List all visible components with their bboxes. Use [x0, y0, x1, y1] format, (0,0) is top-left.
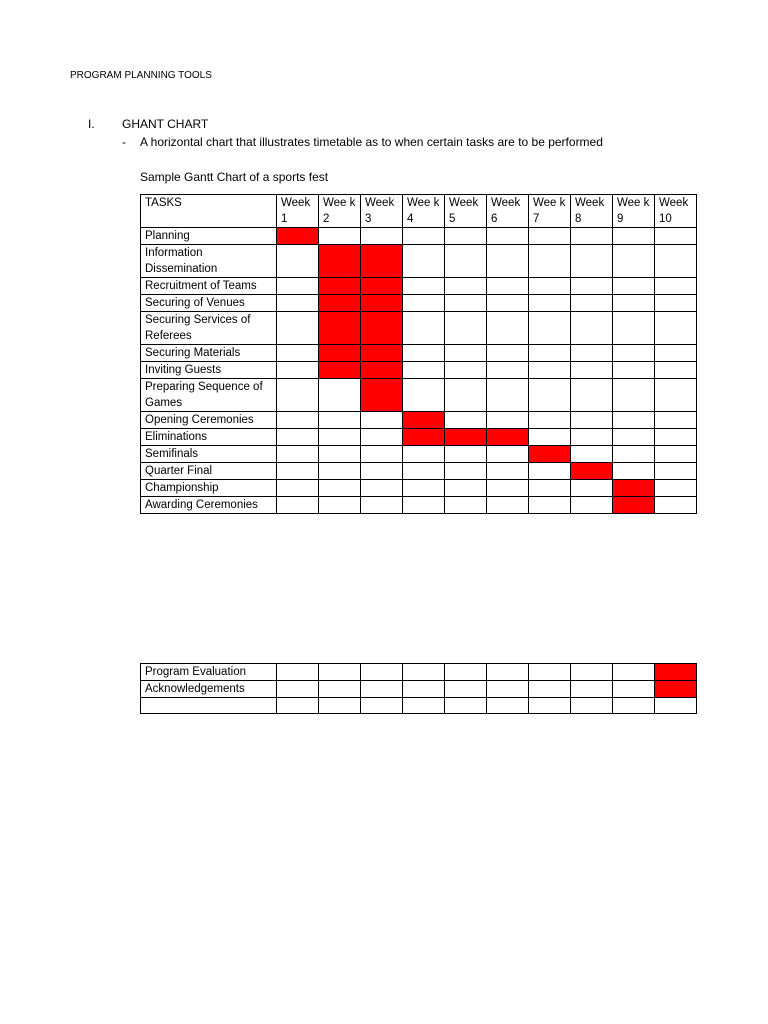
week-cell: [403, 245, 445, 278]
week-cell: [655, 497, 697, 514]
week-cell: [361, 228, 403, 245]
table-row: [141, 312, 697, 345]
week-cell: [655, 446, 697, 463]
week-cell: [277, 345, 319, 362]
week-cell: [613, 228, 655, 245]
week-cell: [403, 681, 445, 698]
week-cell: [613, 446, 655, 463]
week-header: Wee k 2: [319, 195, 361, 228]
week-cell: [613, 295, 655, 312]
week-cell: [571, 429, 613, 446]
week-cell: [655, 463, 697, 480]
week-cell: [529, 345, 571, 362]
task-name: Program Evaluation: [141, 664, 277, 681]
week-cell: [613, 362, 655, 379]
week-cell: [445, 278, 487, 295]
week-cell: [613, 379, 655, 412]
week-cell: [403, 228, 445, 245]
gantt-bar-cell: [361, 312, 403, 345]
gantt-bar-cell: [319, 278, 361, 295]
gantt-bar-cell: [319, 362, 361, 379]
week-cell: [403, 379, 445, 412]
week-cell: [403, 362, 445, 379]
task-name: Awarding Ceremonies: [141, 497, 277, 514]
week-cell: [571, 362, 613, 379]
gantt-bar-cell: [571, 463, 613, 480]
week-cell: [487, 698, 529, 714]
gantt-bar-cell: [361, 295, 403, 312]
week-cell: [319, 228, 361, 245]
table-row: [141, 245, 697, 278]
week-cell: [655, 429, 697, 446]
week-cell: [571, 379, 613, 412]
week-header: Week 3: [361, 195, 403, 228]
week-cell: [571, 345, 613, 362]
week-cell: [403, 312, 445, 345]
week-header: Week 10: [655, 195, 697, 228]
week-cell: [319, 463, 361, 480]
task-name: Eliminations: [141, 429, 277, 446]
week-cell: [445, 664, 487, 681]
week-cell: [529, 228, 571, 245]
week-cell: [487, 463, 529, 480]
week-cell: [529, 312, 571, 345]
week-cell: [613, 245, 655, 278]
task-name: [141, 698, 277, 714]
week-cell: [403, 446, 445, 463]
table-row: [141, 379, 697, 412]
header-row: [141, 195, 697, 228]
week-cell: [571, 681, 613, 698]
week-cell: [613, 463, 655, 480]
week-cell: [655, 245, 697, 278]
week-cell: [655, 228, 697, 245]
week-header: Wee k 4: [403, 195, 445, 228]
bullet-dash: -: [122, 135, 126, 149]
week-cell: [277, 698, 319, 714]
gantt-bar-cell: [361, 379, 403, 412]
week-cell: [655, 412, 697, 429]
week-cell: [403, 295, 445, 312]
week-cell: [655, 480, 697, 497]
week-cell: [319, 497, 361, 514]
week-cell: [529, 497, 571, 514]
table-row: [141, 681, 697, 698]
table-row: [141, 295, 697, 312]
week-cell: [655, 312, 697, 345]
week-cell: [529, 429, 571, 446]
gantt-bar-cell: [319, 345, 361, 362]
week-cell: [403, 345, 445, 362]
week-cell: [319, 379, 361, 412]
week-cell: [277, 245, 319, 278]
table-row: [141, 446, 697, 463]
task-name: Securing Materials: [141, 345, 277, 362]
week-cell: [571, 245, 613, 278]
task-name: Semifinals: [141, 446, 277, 463]
gantt-bar-cell: [655, 664, 697, 681]
week-cell: [445, 362, 487, 379]
week-cell: [487, 312, 529, 345]
week-cell: [319, 429, 361, 446]
week-header: Wee k 9: [613, 195, 655, 228]
gantt-bar-cell: [319, 295, 361, 312]
table-row: [141, 412, 697, 429]
task-name: Information Dissemination: [141, 245, 277, 278]
week-cell: [277, 412, 319, 429]
week-cell: [319, 681, 361, 698]
week-cell: [445, 295, 487, 312]
week-cell: [487, 295, 529, 312]
week-cell: [613, 698, 655, 714]
week-cell: [487, 412, 529, 429]
week-cell: [571, 698, 613, 714]
week-cell: [529, 698, 571, 714]
week-cell: [529, 664, 571, 681]
gantt-bar-cell: [487, 429, 529, 446]
week-cell: [487, 446, 529, 463]
week-cell: [403, 497, 445, 514]
task-name: Planning: [141, 228, 277, 245]
week-cell: [487, 278, 529, 295]
week-cell: [613, 681, 655, 698]
week-cell: [403, 698, 445, 714]
week-cell: [361, 412, 403, 429]
week-cell: [361, 698, 403, 714]
section-number: I.: [88, 117, 95, 131]
gantt-bar-cell: [319, 245, 361, 278]
week-cell: [613, 278, 655, 295]
week-cell: [487, 245, 529, 278]
week-cell: [445, 345, 487, 362]
week-cell: [655, 295, 697, 312]
week-cell: [277, 463, 319, 480]
week-cell: [277, 664, 319, 681]
gantt-bar-cell: [277, 228, 319, 245]
gantt-bar-cell: [361, 345, 403, 362]
task-name: Securing of Venues: [141, 295, 277, 312]
week-cell: [571, 295, 613, 312]
week-cell: [361, 446, 403, 463]
week-cell: [277, 446, 319, 463]
table-row: [141, 429, 697, 446]
task-name: Championship: [141, 480, 277, 497]
week-cell: [487, 345, 529, 362]
week-cell: [529, 245, 571, 278]
week-cell: [403, 664, 445, 681]
table-row: [141, 480, 697, 497]
week-cell: [403, 278, 445, 295]
week-cell: [277, 312, 319, 345]
week-cell: [319, 480, 361, 497]
week-cell: [529, 379, 571, 412]
week-cell: [571, 228, 613, 245]
table-row: [141, 362, 697, 379]
gantt-bar-cell: [613, 497, 655, 514]
week-cell: [361, 664, 403, 681]
week-cell: [403, 480, 445, 497]
gantt-table: [140, 194, 697, 514]
week-cell: [277, 429, 319, 446]
gantt-bar-cell: [361, 245, 403, 278]
week-cell: [445, 312, 487, 345]
week-cell: [655, 345, 697, 362]
week-cell: [571, 446, 613, 463]
week-cell: [277, 681, 319, 698]
week-cell: [277, 362, 319, 379]
week-cell: [319, 698, 361, 714]
bullet-text: A horizontal chart that illustrates timetable as to when certain tasks are to be performed: [140, 135, 603, 149]
gantt-bar-cell: [445, 429, 487, 446]
chart-caption: Sample Gantt Chart of a sports fest: [140, 170, 329, 184]
table-row: [141, 345, 697, 362]
week-cell: [445, 446, 487, 463]
week-header: Week 8: [571, 195, 613, 228]
week-header: Week 6: [487, 195, 529, 228]
week-header: Week 1: [277, 195, 319, 228]
week-cell: [277, 480, 319, 497]
week-cell: [655, 278, 697, 295]
table-row: [141, 463, 697, 480]
gantt-bar-cell: [655, 681, 697, 698]
week-cell: [445, 463, 487, 480]
week-cell: [529, 295, 571, 312]
week-cell: [613, 664, 655, 681]
week-cell: [487, 497, 529, 514]
table-row: [141, 278, 697, 295]
gantt-table-continued: [140, 663, 697, 714]
table-row: [141, 228, 697, 245]
table-row: [141, 497, 697, 514]
week-cell: [277, 295, 319, 312]
gantt-bar-cell: [613, 480, 655, 497]
week-cell: [487, 664, 529, 681]
table-row: [141, 698, 697, 714]
week-header: Week 5: [445, 195, 487, 228]
gantt-bar-cell: [361, 278, 403, 295]
week-cell: [487, 362, 529, 379]
week-cell: [487, 379, 529, 412]
week-cell: [487, 681, 529, 698]
week-cell: [529, 278, 571, 295]
week-cell: [319, 664, 361, 681]
week-cell: [613, 412, 655, 429]
task-name: Inviting Guests: [141, 362, 277, 379]
week-cell: [445, 412, 487, 429]
week-cell: [529, 362, 571, 379]
week-cell: [529, 681, 571, 698]
week-cell: [529, 463, 571, 480]
week-cell: [571, 412, 613, 429]
week-cell: [445, 681, 487, 698]
task-name: Preparing Sequence of Games: [141, 379, 277, 412]
week-cell: [571, 664, 613, 681]
week-cell: [571, 278, 613, 295]
task-name: Opening Ceremonies: [141, 412, 277, 429]
week-cell: [487, 480, 529, 497]
page-header: PROGRAM PLANNING TOOLS: [70, 70, 212, 81]
week-cell: [319, 446, 361, 463]
week-cell: [655, 379, 697, 412]
table-row: [141, 664, 697, 681]
gantt-bar-cell: [319, 312, 361, 345]
week-cell: [445, 245, 487, 278]
week-cell: [571, 497, 613, 514]
week-cell: [361, 497, 403, 514]
week-cell: [319, 412, 361, 429]
week-cell: [277, 497, 319, 514]
week-cell: [655, 698, 697, 714]
week-cell: [613, 312, 655, 345]
week-cell: [445, 497, 487, 514]
week-cell: [571, 312, 613, 345]
week-cell: [277, 278, 319, 295]
gantt-bar-cell: [361, 362, 403, 379]
week-cell: [361, 480, 403, 497]
task-name: Acknowledgements: [141, 681, 277, 698]
week-cell: [529, 480, 571, 497]
gantt-bar-cell: [403, 412, 445, 429]
gantt-bar-cell: [403, 429, 445, 446]
week-cell: [403, 463, 445, 480]
week-cell: [445, 379, 487, 412]
week-cell: [277, 379, 319, 412]
week-cell: [655, 362, 697, 379]
week-cell: [487, 228, 529, 245]
week-cell: [529, 412, 571, 429]
week-cell: [445, 228, 487, 245]
week-cell: [445, 698, 487, 714]
task-name: Securing Services of Referees: [141, 312, 277, 345]
week-cell: [361, 429, 403, 446]
gantt-bar-cell: [529, 446, 571, 463]
task-name: Recruitment of Teams: [141, 278, 277, 295]
section-title: GHANT CHART: [122, 117, 209, 131]
tasks-header: TASKS: [141, 195, 277, 228]
week-cell: [571, 480, 613, 497]
task-name: Quarter Final: [141, 463, 277, 480]
week-cell: [613, 345, 655, 362]
week-cell: [361, 681, 403, 698]
week-cell: [445, 480, 487, 497]
week-cell: [613, 429, 655, 446]
week-cell: [361, 463, 403, 480]
week-header: Wee k 7: [529, 195, 571, 228]
